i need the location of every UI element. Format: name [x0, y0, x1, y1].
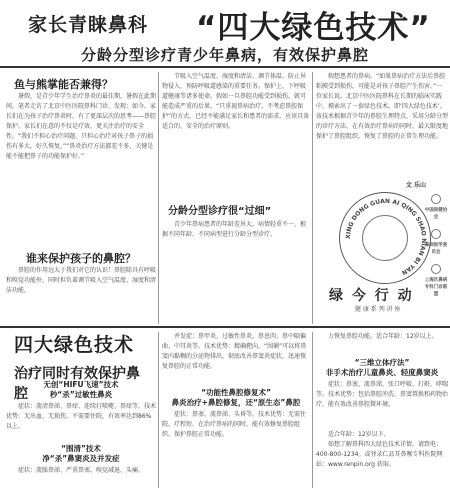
- column-divider: [312, 72, 313, 324]
- sponsor-logo: 上海区鼻病专科门诊联盟: [423, 264, 449, 298]
- sponsor-icon: [431, 194, 441, 204]
- section-rule: [0, 326, 450, 328]
- col2-body2: 青少年鼻病患者的年龄差异大，病情轻重不一，根据不同年龄、不同病型进行分龄分型诊疗。: [162, 221, 307, 238]
- right-body2: 症状：鼻塞、流鼻涕、张口呼吸、打鼾、哮喘等。技术优势：包括鼻腔冲洗、鼻窦置换和药物治疗，能有效改善鼻腔微环境。: [316, 381, 448, 408]
- svg-text:XING DONG GUAN AI QING SHAO NI: XING DONG GUAN AI QING SHAO NIAN BI YAN: [344, 197, 428, 277]
- right-body1: 力恢复鼻腔功能。适合年龄：12岁以上。: [328, 333, 438, 340]
- header: [0, 2, 450, 46]
- sponsor-icon: [431, 229, 441, 239]
- sec4-title: “三维立体疗法” 非手术治疗儿童鼻炎、轻度鼻窦炎: [325, 358, 439, 377]
- sec2-body: 症状：流脓鼻涕、严重鼻塞、嗅觉减退、头痛。: [18, 467, 145, 474]
- mid-body2: 症状：鼻塞、流鼻涕、头昏等。技术优势：无需住院，疗程短。在治疗鼻病的同时，能有效修复鼻腔组织，保护鼻腔正常功能。: [162, 411, 307, 438]
- col2-subheading: 分龄分型诊疗很“过细”: [168, 206, 272, 217]
- col1-heading2: 谁来保护孩子的鼻腔？: [26, 252, 136, 265]
- header-rule: [0, 66, 450, 68]
- sec2-title: “围清”技术 净“杀”鼻窦炎及并发症: [42, 444, 120, 463]
- sponsor-logo: 中国保健协会: [423, 194, 449, 221]
- bottom-subtitle: 治疗同时有效保护鼻腔: [14, 366, 140, 402]
- logo-green-text: 绿 今 行 动: [329, 288, 414, 304]
- column-divider: [158, 332, 159, 488]
- col1-heading: 鱼与熊掌能否兼得？: [14, 78, 113, 91]
- logo-inner-circle: [362, 215, 408, 261]
- sponsor-logo: 鼻病医学委员会: [423, 229, 449, 256]
- header-title-prefix: 家长青睐鼻科: [28, 14, 149, 36]
- column-divider: [158, 72, 159, 324]
- sec3-title: “功能性鼻腔修复术” 鼻炎治疗+鼻腔修复，还“原生态”鼻腔: [171, 388, 301, 407]
- col2-body: 节吸入空气温度、湿度和清洁、调节体温、防止异物侵入、预防呼吸道感染的重要任务。保护上、下呼吸道健康等诸多使命。假如一旦鼻腔功能受到损伤，就可能造成严重的后果。“只重视鼻病治疗，不考虑鼻腔保护”的方式，已经不能满足家长和患者的需求，应该具备适合的、安全的治疗原则。: [162, 73, 310, 130]
- sponsor-logos: [423, 194, 449, 306]
- col1-body: 暑假，是青少年学生治疗鼻炎的最佳期，暑假在此期间，笔者走访了北京中医医院鼻科门诊，发现：如今，家长们在为孩子治疗鼻炎时，有了更深层次的思考——鼻腔保护。家长们在意的不仅是疗效，更关注治疗的安全性。“我们不担心治疗问题，只担心治疗对孩子鼻子的损伤有多大，好久恢复。”“鼻炎治疗方法都差不多，关键是能不能把鼻子的功能保护好。”: [6, 93, 156, 160]
- right-age: 适合年龄：12岁以下。: [328, 431, 390, 438]
- header-subtitle: 分龄分型诊疗青少年鼻病，有效保护鼻腔: [80, 46, 369, 64]
- col3-signature: 文 乐山: [405, 182, 426, 189]
- header-title-main: “四大绿色技术”: [196, 10, 431, 46]
- mid-body1: 并发症：鼻甲炎、过敏性鼻炎、鼻息肉、鼻中隔偏曲、中耳炎等。技术优势：精确靶向，“围剿”可以将鼻窦内黏稠的分泌物排出，彻底改善鼻窦炎症状，迅速恢复鼻腔的正常功能。: [162, 333, 307, 370]
- col3-body: 假想患者的鼻病。“如果鼻病治疗方法后鼻腔粘膜受到损伤，可能是对孩子鼻腔产生伤害。”一位家长说。北京中医医院鼻科在长期的临床实践中，摸索出了一套绿色技术，即‘四大绿色技术’。该技术根据青少年的鼻腔生理特点，采用分龄分型的诊疗方法，在有效治疗鼻病的同时，最大限度地保护了鼻腔组织，恢复了鼻腔的正常生理功能。: [316, 73, 448, 140]
- logo-series-text: 健 康 系 列 讲 座: [355, 306, 401, 313]
- column-divider: [312, 332, 313, 488]
- sponsor-icon: [431, 264, 441, 274]
- sec1-body: 症状：流清鼻涕、鼻痒、连续打喷嚏、鼻痒等。技术优势：无出血、无损伤，不需要住院，有效率达到86%以上。: [6, 403, 156, 430]
- campaign-logo: [315, 190, 450, 320]
- col2-subheading-box: [162, 200, 302, 216]
- right-contact: 如想了解鼻科四大绿色技术详情，请致电：400-800-1234。或登录仁品耳鼻喉专科医院网站：www.renpin.org 获取。: [316, 441, 443, 468]
- bottom-title: 四大绿色技术: [14, 334, 135, 356]
- sec1-title: 无创“HIFU飞速”技术 秒“杀”过敏性鼻炎: [43, 380, 119, 399]
- col1-body2: 鼻腔的作用远大于我们对它的认识！鼻腔除具有呼吸和嗅觉功能外，同时担负着调节吸入空气温度、湿度和清洁功能。: [6, 267, 156, 294]
- logo-seal: [339, 192, 431, 284]
